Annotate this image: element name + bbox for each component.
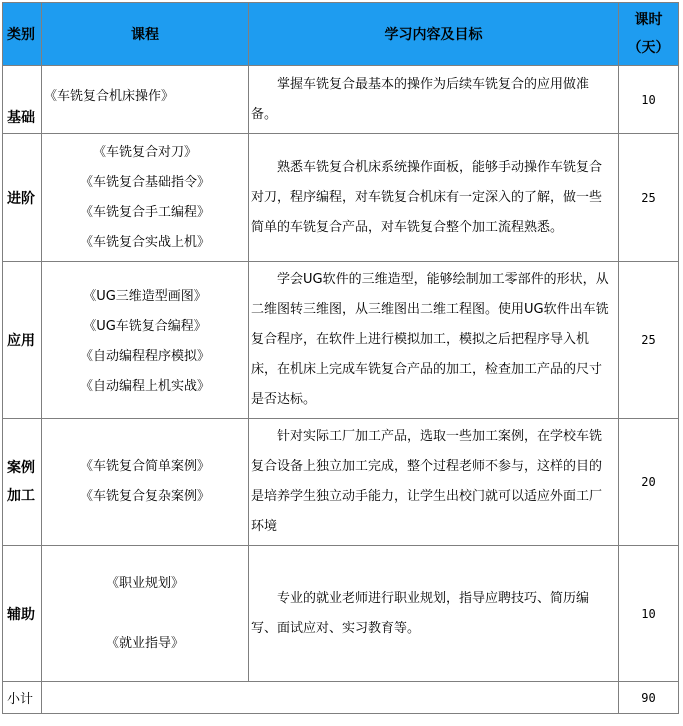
course-item: 《UG三维造型画图》: [83, 289, 207, 304]
category-line: 加工: [7, 488, 35, 504]
subtotal-spacer: [42, 682, 619, 714]
table-row: [3, 66, 679, 134]
category-cell: [3, 419, 42, 546]
category-cell: 进阶: [3, 134, 42, 262]
course-cell: [42, 134, 249, 262]
content-cell: [249, 262, 619, 419]
course-item: 《车铣复合基础指令》: [79, 174, 210, 190]
course-item: 《车铣复合实战上机》: [79, 234, 210, 250]
subtotal-hours: 90: [619, 682, 679, 714]
header-category: 类别: [3, 3, 42, 66]
content-text: 学会UG软件的三维造型，能够绘制加工零部件的形状，从二维图转三维图，从三维图出二维工程图。使用UG软件出车铣复合程序，在软件上进行模拟加工，模拟之后把程序导入机床，在机床上完成车铣复合产品的加工，检查加工产品的尺寸是否达标。: [251, 272, 609, 407]
course-cell: [42, 262, 249, 419]
curriculum-table: [2, 2, 679, 714]
content-text: 专业的就业老师进行职业规划，指导应聘技巧、简历编写、面试应对、实习教育等。: [251, 590, 590, 636]
hours-cell: 25: [619, 134, 679, 262]
content-cell: [249, 134, 619, 262]
table-row: [3, 262, 679, 419]
course-cell: [42, 419, 249, 546]
table-row: [3, 419, 679, 546]
category-cell: 辅助: [3, 546, 42, 682]
table-row: [3, 134, 679, 262]
course-item: 《车铣复合手工编程》: [79, 204, 210, 220]
course-item: 《自动编程上机实战》: [79, 379, 210, 394]
content-cell: [249, 66, 619, 134]
header-hours: [619, 3, 679, 66]
category-cell: 应用: [3, 262, 42, 419]
course-cell: [42, 66, 249, 134]
hours-cell: 20: [619, 419, 679, 546]
content-text: 掌握车铣复合最基本的操作为后续车铣复合的应用做准备。: [251, 76, 590, 122]
content-cell: [249, 546, 619, 682]
category-cell: 基础: [3, 66, 42, 134]
content-text: 针对实际工厂加工产品，选取一些加工案例，在学校车铣复合设备上独立加工完成，整个过程老师不参与，这样的目的是培养学生独立动手能力，让学生出校门就可以适应外面工厂环境: [251, 429, 603, 534]
header-hours-line2: （天）: [627, 40, 670, 56]
category-line: 案例: [7, 460, 35, 476]
curriculum-table-wrapper: [2, 2, 679, 714]
header-course: 课程: [42, 3, 249, 66]
header-hours-line1: 课时: [634, 12, 663, 28]
content-cell: [249, 419, 619, 546]
subtotal-label: 小计: [3, 682, 42, 714]
course-item: 《车铣复合对刀》: [92, 144, 197, 160]
hours-cell: 25: [619, 262, 679, 419]
header-row: [3, 3, 679, 66]
hours-cell: 10: [619, 66, 679, 134]
content-text: 熟悉车铣复合机床系统操作面板，能够手动操作车铣复合对刀，程序编程，对车铣复合机床有一定深入的了解，做一些简单的车铣复合产品，对车铣复合整个加工流程熟悉。: [251, 159, 603, 235]
course-item: 《就业指导》: [105, 635, 184, 651]
course-item: 《车铣复合机床操作》: [44, 89, 175, 104]
course-item: 《自动编程程序模拟》: [79, 349, 210, 364]
course-item: 《UG车铣复合编程》: [83, 319, 207, 334]
subtotal-row: [3, 682, 679, 714]
course-item: 《车铣复合复杂案例》: [79, 489, 210, 504]
course-item: 《车铣复合简单案例》: [79, 459, 210, 474]
course-item: 《职业规划》: [105, 575, 184, 591]
header-content: 学习内容及目标: [249, 3, 619, 66]
hours-cell: 10: [619, 546, 679, 682]
course-cell: [42, 546, 249, 682]
table-row: [3, 546, 679, 682]
